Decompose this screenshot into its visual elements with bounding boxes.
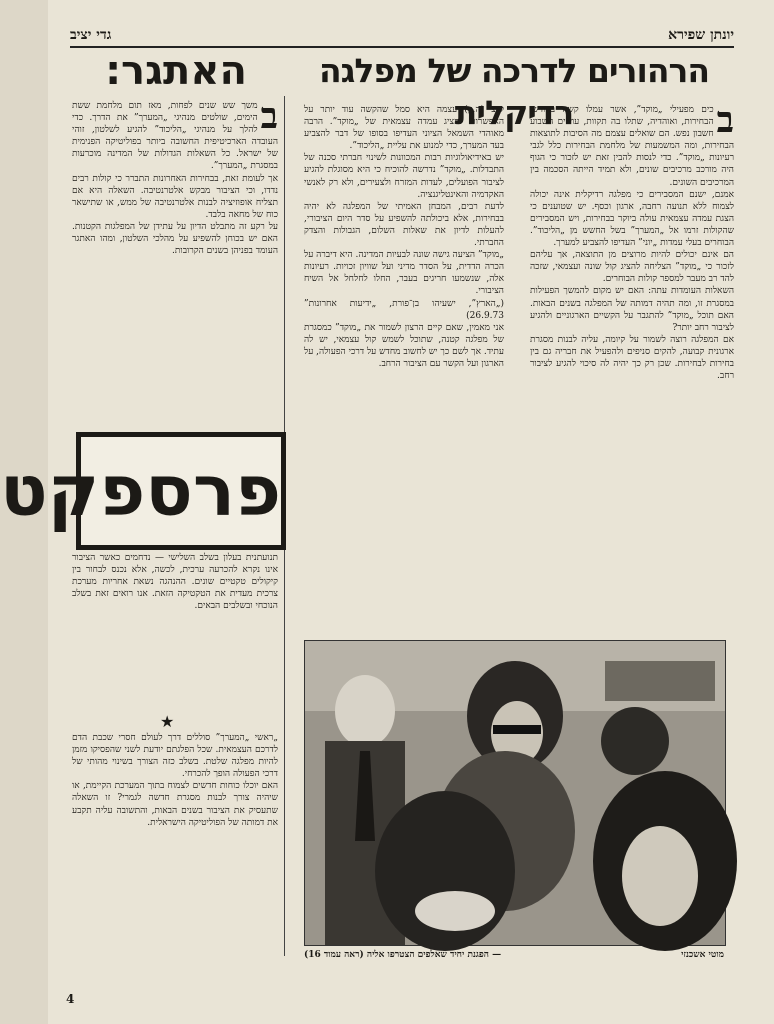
photo-image: [305, 641, 725, 945]
article-paragraph: השאלות העומדות עתה: האם יש מקום להמשך הפעילות במסגרת זו, ומה תהיה דמותה של המפלגה בשנים הבאות. האם תוכל „מוקד” להתגבר על הקשיים הארגוניים ולהגיע לציבור רחב יותר?: [530, 286, 734, 333]
byline-right: יונתן שפירא: [668, 27, 734, 43]
article-paragraph: „מוקד” הציעה גישה שונה לבעיות המדינה. היא דיברה על הכרה הדדית, על הסדר מדיני ועל שוויון זכויות. רעיונות אלה, שנשמעו חריגים בעבר, החלו לחלחל אל השיח הציבורי.: [304, 250, 504, 297]
caption-text: — הפגנת יחיד שאלפים הצטרפו אליה (ראה עמוד 16): [304, 950, 502, 960]
article-paragraph: יש באידיאולוגיות רבות המכוונות לשינוי חברתי סכנה של התבדלות. „מוקד” נדרשה להוכיח כי היא מסוגלת להגיע לציבור הפועלים, לעדות המזרח ולצעירים, ולא רק לאנשי האקדמיה והאינטליגנציה.: [304, 153, 504, 200]
article-paragraph: ק״צ (ה.ק) עצמה היא סמל שהקשה עוד יותר על האפשרות להציג עמדה עצמאית של „מוקד”. הרבה מאוהדי השמאל הציוני העדיפו בסופו של דבר להצביע בעד המערך, כדי למנוע את עליית „הליכוד”.: [304, 105, 504, 152]
article-paragraph: אם המפלגה רוצה לשמור על קיומה, עליה לבנות מסגרת ארגונית קבועה, להקים סניפים ולהפעיל את חבריה גם בין בחירות לבחירות. שכן רק כך יהיה לה סיכוי להגיע לציבור רחב.: [530, 334, 734, 382]
byline-bar: [70, 24, 734, 48]
article-citation: („הארץ”, ישעיהו בן־פורת, „ידיעות אחרונות” 26.9.73): [304, 298, 504, 321]
article-paragraph: הם אינם יכולים להיות מרוצים מן התוצאה, אך עליהם לזכור כי „מוקד” הצליחה להציג קול שונה ועצמאי, שזכה להד רב מעבר למספר קולות הבוחרים.: [530, 250, 734, 285]
article-column-left: [304, 104, 504, 634]
page-number: 4: [66, 992, 75, 1006]
protest-photo: [304, 640, 726, 946]
article-paragraph: לדעת רבים, המבחן האמיתי של המפלגה לא יהיה בבחירות, אלא ביכולתה להשפיע על סדר היום הציבורי, להעלות לדיון את שאלות השלום, הגבולות והצדק החברתי.: [304, 201, 504, 249]
article-paragraph: משך שש שנים לפחות, מאז תום מלחמת ששת הימים, שולטים מנהיגי „המערך” את הדרך. כדי להלך על מנהיגי „הליכוד” להגיע לשלטון, זוהי העובדה הארכיטיפית החשובה ביותר בפוליטיקה הפנימית של ישראל. כל השאלות הגדולות של המדינה מוכרעות במסגרת „המערך”.: [72, 101, 278, 172]
headline-main: הרהורים לדרכה של מפלגה רדיקלית: [318, 51, 710, 132]
photo-caption: [304, 948, 724, 962]
challenge-column-bottom: [72, 552, 278, 702]
byline-left: גדי יציב: [70, 27, 112, 43]
article-paragraph: תנועתנית בעלון בשלב השלישי — נדחמים כאשר הציבור אינו נקרא להכרעה ערכית, לכשה, אלא נכנס לבחור בין קיקולים טקטיים שונים. ההנהגה נשאת אחריות מערכת צרכית מעדית את הטקטיקה הזאת. אנו רואים זאת בשלב הנוכחי ובשלבים הבאים.: [72, 553, 278, 612]
article-paragraph: האם יוכלו כוחות חדשים לצמוח בתוך המערכת הקיימת, או שיהיה צורך לבנות מסגרת חדשה לגמרי? זו השאלה שתעסיק את הציבור בשנים הבאות, והתשובה עליה תקבע את דמותה של הפוליטיקה הישראלית.: [72, 781, 278, 828]
dropcap: ב: [716, 99, 734, 141]
dropcap: ב: [260, 95, 278, 137]
challenge-column-top: [72, 95, 278, 422]
caption-photographer: מוטי אשכנזי: [681, 950, 724, 960]
article-paragraph: כים מפעילי „מוקד”, אשר עמלו קשה בחודשי הבחירות, ואוהדיה, שתלו בה תקוות, עושים השבוע חשבון נפש. הם שואלים עצמם מה הסיבות לתוצאות הבחירות, ומה המשמעות של מלחמת הבחירות כלל לגבי רעיונות „מוקד”. כדי לנסות להבין זאת יש לזכור כי הגוף היה מורכב מרכיבים שונים, ולא תמיד הייתה הסכמה בין המרכיבים השונים.: [530, 105, 734, 188]
article-paragraph: אמנם, ישנם המסבירים כי מפלגה רדיקלית אינה יכולה לצמוח ללא תנועה רחבה, ארגון וכסף. יש שטוענים כי הצגת עמדה עצמאית עולה ביוקר בבחירות, ויש המסבירים שהקולות זרמו אל „המערך” בשל החשש מן „הליכוד”. הבוחרים בעלי עמדות „יוני” העדיפו להצביע למערך.: [530, 189, 734, 249]
section-separator: ★: [160, 712, 175, 731]
article-paragraph: אך לעומת זאת, בבחירות האחרונות התברר כי קולות רבים נדדו, וכי הציבור מבקש אלטרנטיבה. השאלה היא אם תצליח אופוזיציה לבנות אלטרנטיבה של ממש, או שתישאר כוח של מחאה בלבד.: [72, 173, 278, 220]
article-paragraph: „ראשי „המערך” סוללים דרך לעולם חסרי שכבת הדם לדרכם העצמאית. שכל הפלגתם יודעת לשני שהפסיקו מזמן להיות מפלגה שלטת. בשלב כזה הצורך בשינוי מהותי של דרכי הפעולה הופך להכרחי.: [72, 733, 278, 780]
headline-challenge: האתגר:: [105, 48, 247, 94]
article-column-right: [530, 99, 734, 634]
article-paragraph: אני מאמין, שאם קיים הרצון לשמור את „מוקד” כמסגרת של מפלגה קטנה, שתוכל לשמש קול עצמאי, יש לה עתיד. אך לשם כך יש לחשוב מחדש על דרכי הפעולה, על הארגון ועל הקשר עם הציבור הרחב.: [304, 322, 504, 369]
article-paragraph: על רקע זה מתבלט הדיון על עתידן של המפלגות הקטנות. האם יש בכוחן להשפיע על מהלכי השלטון, ומהו האתגר העומד בפניהן בשנים הקרובות.: [72, 221, 278, 257]
perspective-box: פרספקט: [76, 432, 286, 550]
challenge-column-bottom-2: [72, 732, 278, 962]
